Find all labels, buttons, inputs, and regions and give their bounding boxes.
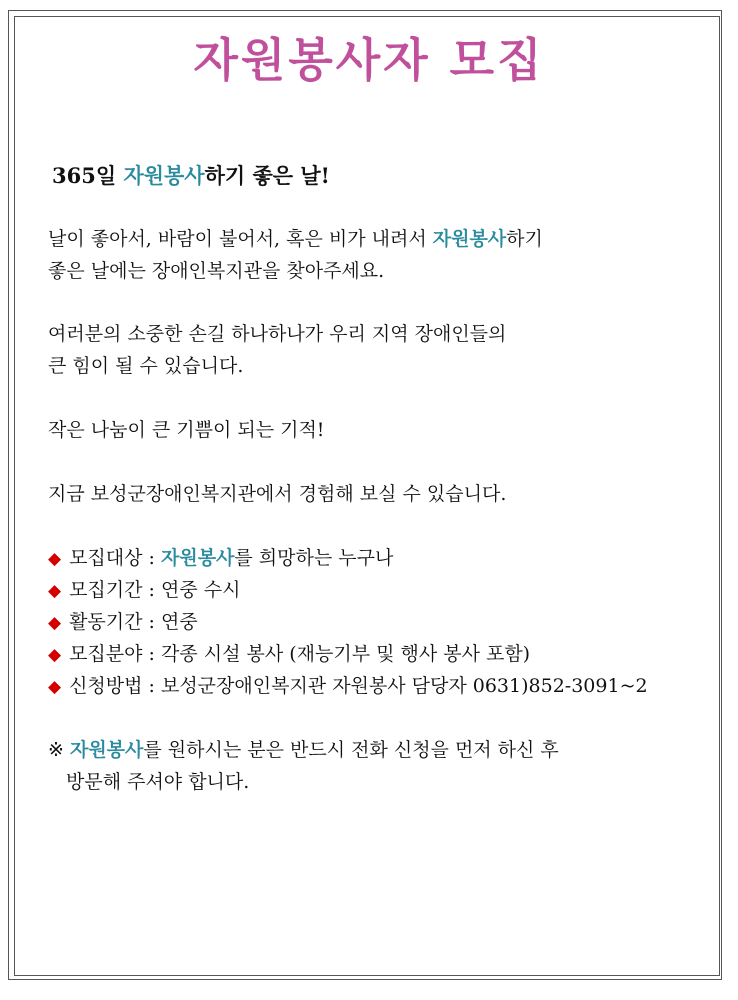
diamond-bullet-icon: ◆ [48, 645, 62, 665]
paragraph-1-line-2: 좋은 날에는 장애인복지관을 찾아주세요. [48, 260, 385, 282]
paragraph-1-line-1: 날이 좋아서, 바람이 불어서, 혹은 비가 내려서 자원봉사하기 [48, 228, 543, 250]
paragraph-2-line-1: 여러분의 소중한 손길 하나하나가 우리 지역 장애인들의 [48, 323, 507, 345]
page-title: 자원봉사자 모집 [193, 33, 545, 87]
note-line-1: ※ 자원봉사를 원하시는 분은 반드시 전화 신청을 먼저 하신 후 [48, 739, 559, 761]
reference-mark-icon: ※ [48, 739, 70, 761]
diamond-bullet-icon: ◆ [48, 613, 62, 633]
detail-item-period: ◆ 모집기간 : 연중 수시 [48, 579, 241, 601]
note-line-2: 방문해 주셔야 합니다. [66, 771, 250, 793]
detail-item-apply: ◆ 신청방법 : 보성군장애인복지관 자원봉사 담당자 0631)852-3091~2 [48, 675, 648, 697]
detail-item-activity: ◆ 활동기간 : 연중 [48, 611, 198, 633]
detail-item-target: ◆ 모집대상 : 자원봉사를 희망하는 누구나 [48, 547, 394, 569]
diamond-bullet-icon: ◆ [48, 581, 62, 601]
diamond-bullet-icon: ◆ [48, 549, 62, 569]
diamond-bullet-icon: ◆ [48, 677, 62, 697]
paragraph-4: 지금 보성군장애인복지관에서 경험해 보실 수 있습니다. [48, 483, 507, 505]
paragraph-3: 작은 나눔이 큰 기쁨이 되는 기적! [48, 419, 325, 441]
headline: 365일 자원봉사하기 좋은 날! [52, 163, 330, 188]
headline-highlight: 자원봉사 [123, 163, 205, 188]
paragraph-2-line-2: 큰 힘이 될 수 있습니다. [48, 355, 244, 377]
detail-item-field: ◆ 모집분야 : 각종 시설 봉사 (재능기부 및 행사 봉사 포함) [48, 643, 531, 665]
